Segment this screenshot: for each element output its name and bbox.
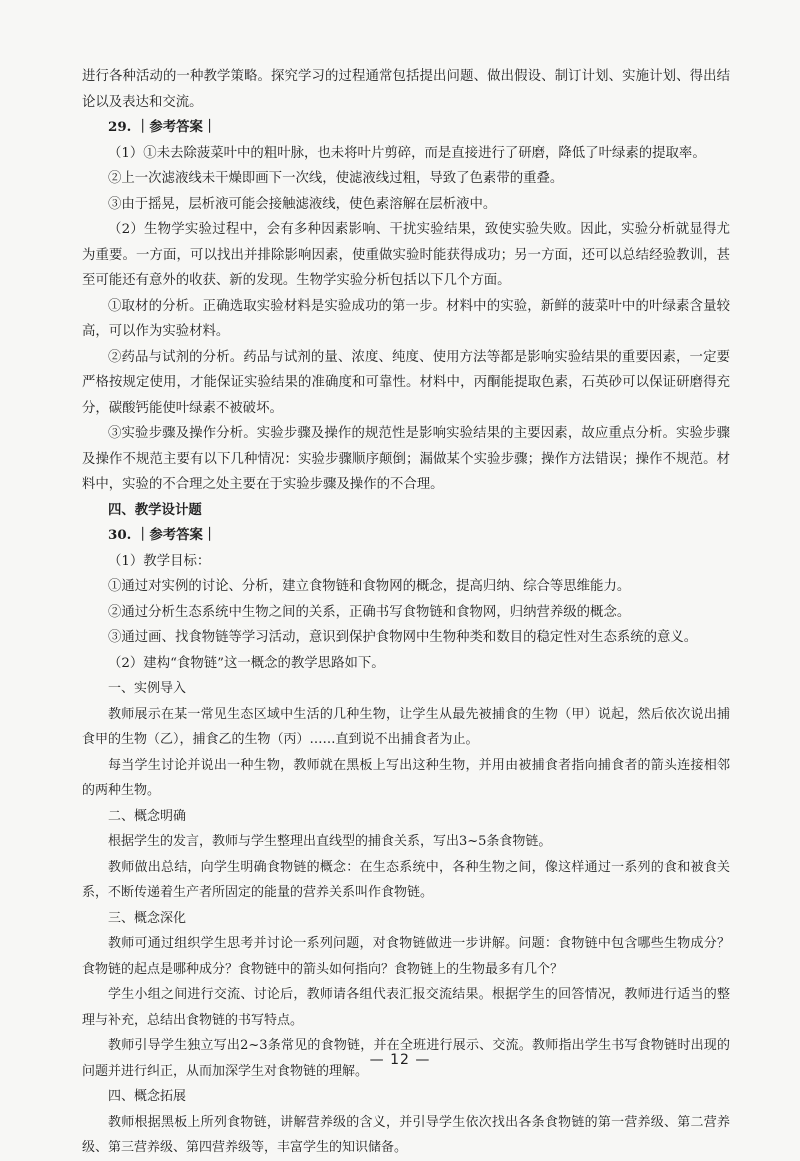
step-4-para-a: 教师根据黑板上所列食物链，讲解营养级的含义，并引导学生依次找出各条食物链的第一营养级、第二营养级、第三营养级、第四营养级等，丰富学生的知识储备。 [82, 1114, 730, 1155]
q29-2-paragraph: （2）生物学实验过程中，会有多种因素影响、干扰实验结果，致使实验失败。因此，实验分析就显得尤为重要。一方面，可以找出并排除影响因素，使重做实验时能获得成功；另一方面，还可以总结经验教训，甚至可能还有意外的收获、新的发现。生物学实验分析包括以下几个方面。 [82, 222, 730, 288]
step-4-title: 四、概念拓展 [108, 1089, 187, 1104]
q30-2-heading: （2）建构“食物链”这一概念的教学思路如下。 [108, 655, 385, 671]
page-content [82, 64, 730, 1161]
intro-paragraph: 进行各种活动的一种教学策略。探究学习的过程通常包括提出问题、做出假设、制订计划、实施计划、得出结论以及表达和交流。 [82, 69, 730, 110]
step-3-para-a: 教师可通过组织学生思考并讨论一系列问题，对食物链做进一步讲解。问题：食物链中包含哪些生物成分？食物链的起点是哪种成分？食物链中的箭头如何指向？食物链上的生物最多有几个？ [82, 936, 730, 977]
step-2-para-a: 根据学生的发言，教师与学生整理出直线型的捕食关系，写出3~5条食物链。 [108, 834, 552, 849]
q29-answer-heading: 29. ｜参考答案｜ [108, 119, 217, 135]
q30-goal-1: ①通过对实例的讨论、分析，建立食物链和食物网的概念，提高归纳、综合等思维能力。 [108, 579, 631, 594]
q29-1-item-b: ②上一次滤液线未干燥即画下一次线，使滤液线过粗，导致了色素带的重叠。 [108, 171, 564, 186]
q29-1-item-c: ③由于摇晃，层析液可能会接触滤液线，使色素溶解在层析液中。 [108, 196, 497, 212]
q30-goal-2: ②通过分析生态系统中生物之间的关系，正确书写食物链和食物网，归纳营养级的概念。 [108, 604, 631, 620]
step-3-title: 三、概念深化 [108, 910, 187, 926]
q30-answer-heading: 30. ｜参考答案｜ [108, 527, 217, 543]
step-1-para-a: 教师展示在某一常见生态区域中生活的几种生物，让学生从最先被捕食的生物（甲）说起，然后依次说出捕食甲的生物（乙），捕食乙的生物（丙）……直到说不出捕食者为止。 [82, 706, 730, 747]
step-1-title: 一、实例导入 [108, 681, 187, 696]
q30-goal-3: ③通过画、找食物链等学习活动，意识到保护食物网中生物种类和数目的稳定性对生态系统的意义。 [108, 630, 698, 645]
step-1-para-b: 每当学生讨论并说出一种生物，教师就在黑板上写出这种生物，并用由被捕食者指向捕食者的箭头连接相邻的两种生物。 [82, 757, 730, 798]
page-number: — 12 — [369, 1052, 431, 1068]
section-4-title: 四、教学设计题 [108, 501, 202, 518]
q30-1-heading: （1）教学目标： [108, 553, 211, 569]
step-3-para-b: 学生小组之间进行交流、讨论后，教师请各组代表汇报交流结果。根据学生的回答情况，教师进行适当的整理与补充，总结出食物链的书写特点。 [82, 987, 730, 1028]
step-2-para-b: 教师做出总结，向学生明确食物链的概念：在生态系统中，各种生物之间，像这样通过一系列的食和被食关系，不断传递着生产者所固定的能量的营养关系叫作食物链。 [82, 859, 730, 900]
q29-2-item-procedure: ③实验步骤及操作分析。实验步骤及操作的规范性是影响实验结果的主要因素，故应重点分析。实验步骤及操作不规范主要有以下几种情况：实验步骤顺序颠倒；漏做某个实验步骤；操作方法错误；操作不规范。材料中，实验的不合理之处主要在于实验步骤及操作的不合理。 [82, 426, 730, 492]
q29-2-item-reagent: ②药品与试剂的分析。药品与试剂的量、浓度、纯度、使用方法等都是影响实验结果的重要因素，一定要严格按规定使用，才能保证实验结果的准确度和可靠性。材料中，丙酮能提取色素，石英砂可以保证研磨得充分，碳酸钙能使叶绿素不被破坏。 [82, 349, 730, 416]
step-2-title: 二、概念明确 [108, 808, 187, 824]
step-3-para-c: 教师引导学生独立写出2~3条常见的食物链，并在全班进行展示、交流。教师指出学生书写食物链时出现的问题并进行纠正，从而加深学生对食物链的理解。 [82, 1038, 730, 1079]
q29-2-item-material: ①取材的分析。正确选取实验材料是实验成功的第一步。材料中的实验，新鲜的菠菜叶中的叶绿素含量较高，可以作为实验材料。 [82, 298, 730, 339]
q29-1-item-a: （1）①未去除菠菜叶中的粗叶脉，也未将叶片剪碎，而是直接进行了研磨，降低了叶绿素的提取率。 [108, 145, 706, 161]
